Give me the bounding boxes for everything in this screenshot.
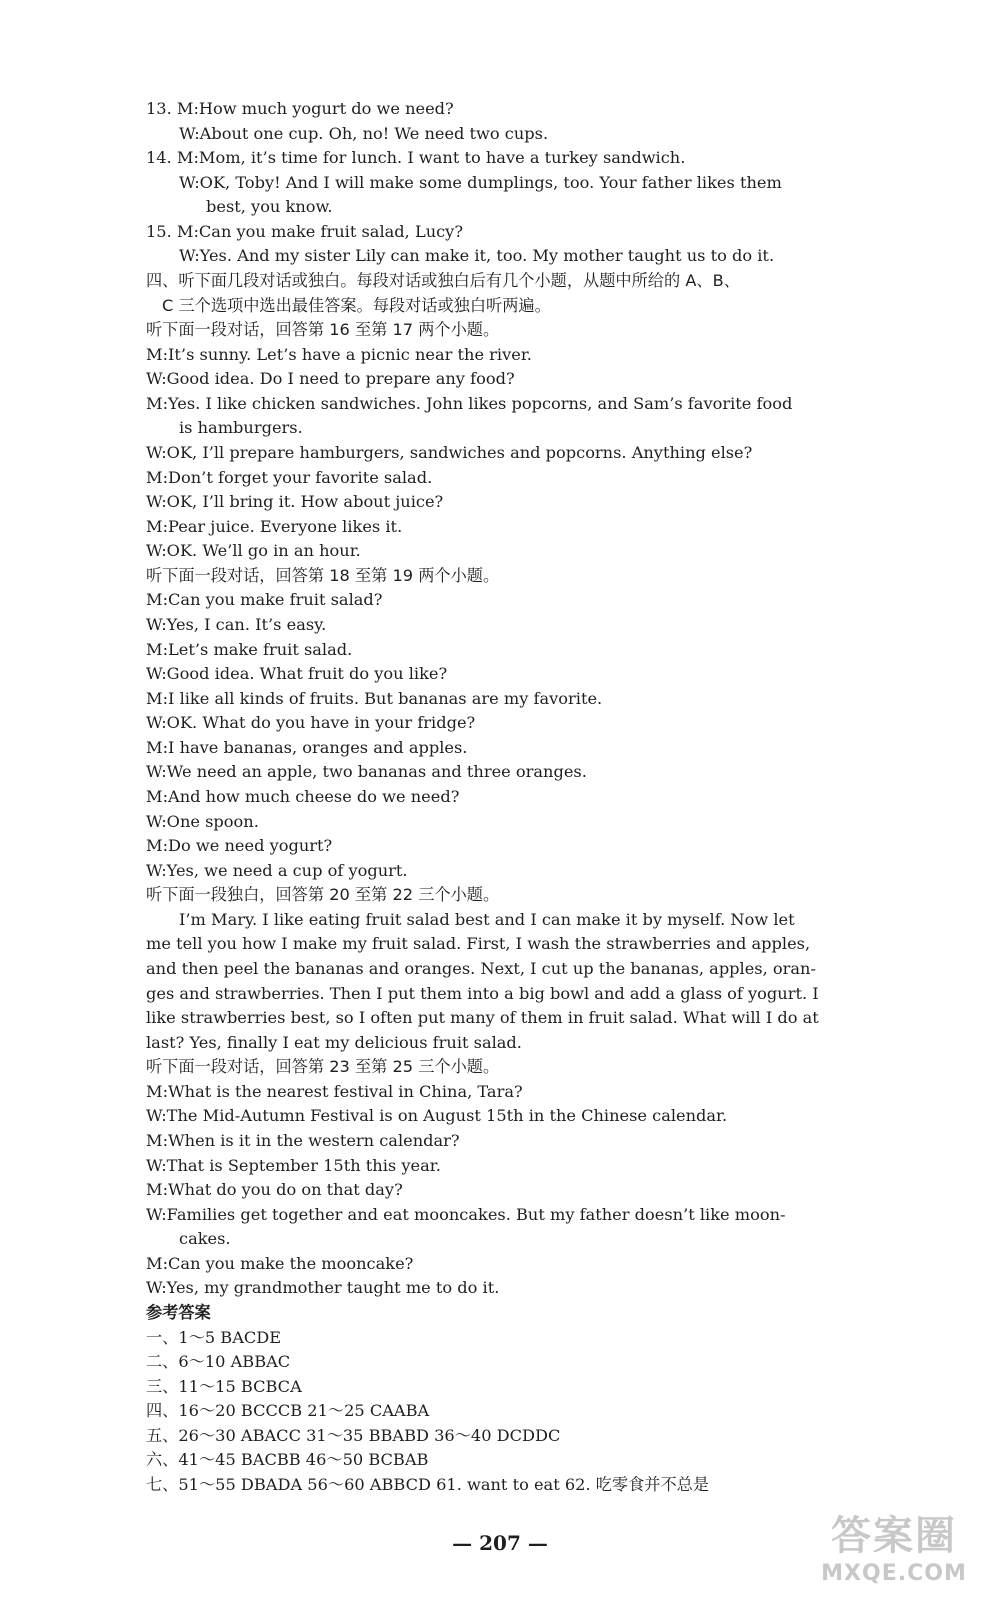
text-line: W:OK. We’ll go in an hour. — [146, 541, 361, 560]
text-line: and then peel the bananas and oranges. Next, I cut up the bananas, apples, oran- — [146, 959, 816, 978]
answer-line: 七、51～55 DBADA 56～60 ABBCD 61. want to eat 62. 吃零食并不总是 — [146, 1475, 710, 1494]
text-line: W:We need an apple, two bananas and three oranges. — [146, 762, 587, 781]
text-line: M:Can you make the mooncake? — [146, 1254, 414, 1273]
dialogue-heading: 听下面一段对话，回答第 23 至第 25 三个小题。 — [146, 1057, 500, 1076]
text-line: M:And how much cheese do we need? — [146, 787, 460, 806]
text-line: W:Yes. And my sister Lily can make it, too. My mother taught us to do it. — [179, 246, 775, 265]
answer-line: 二、6～10 ABBAC — [146, 1352, 291, 1371]
text-line: W:That is September 15th this year. — [146, 1156, 441, 1175]
text-line: W:About one cup. Oh, no! We need two cups. — [179, 124, 549, 143]
text-line: ges and strawberries. Then I put them into a big bowl and add a glass of yogurt. I — [146, 984, 819, 1003]
text-line: M:It’s sunny. Let’s have a picnic near the river. — [146, 345, 532, 364]
text-line: W:Families get together and eat mooncakes. But my father doesn’t like moon- — [146, 1205, 786, 1224]
text-line: W:Good idea. Do I need to prepare any food? — [146, 369, 515, 388]
text-line: W:OK, I’ll prepare hamburgers, sandwiches and popcorns. Anything else? — [146, 443, 753, 462]
watermark-logo — [814, 1510, 974, 1594]
answer-line: 五、26～30 ABACC 31～35 BBABD 36～40 DCDDC — [146, 1426, 561, 1445]
text-line: like strawberries best, so I often put many of them in fruit salad. What will I do at — [146, 1008, 819, 1027]
text-line: last? Yes, finally I eat my delicious fruit salad. — [146, 1033, 522, 1052]
answers-heading: 参考答案 — [146, 1303, 211, 1322]
text-line: is hamburgers. — [179, 418, 303, 437]
answer-line: 一、1～5 BACDE — [146, 1328, 282, 1347]
dialogue-heading: 听下面一段独白，回答第 20 至第 22 三个小题。 — [146, 885, 500, 904]
text-line: M:What is the nearest festival in China, Tara? — [146, 1082, 523, 1101]
text-line: M:Do we need yogurt? — [146, 836, 333, 855]
text-line: cakes. — [179, 1229, 231, 1248]
text-line: M:I have bananas, oranges and apples. — [146, 738, 468, 757]
text-line: M:What do you do on that day? — [146, 1180, 403, 1199]
section-heading: 四、听下面几段对话或独白。每段对话或独白后有几个小题，从题中所给的 A、B、 — [146, 271, 740, 290]
dialogue-heading: 听下面一段对话，回答第 16 至第 17 两个小题。 — [146, 320, 500, 339]
text-line: M:Let’s make fruit salad. — [146, 640, 353, 659]
text-line: M:Yes. I like chicken sandwiches. John likes popcorns, and Sam’s favorite food — [146, 394, 793, 413]
text-line: W:OK, Toby! And I will make some dumplings, too. Your father likes them — [179, 173, 782, 192]
text-line: W:Yes, I can. It’s easy. — [146, 615, 327, 634]
text-line: W:Good idea. What fruit do you like? — [146, 664, 448, 683]
text-line: W:Yes, we need a cup of yogurt. — [146, 861, 408, 880]
text-line: 14. M:Mom, it’s time for lunch. I want to have a turkey sandwich. — [146, 148, 686, 167]
text-line: W:Yes, my grandmother taught me to do it. — [146, 1278, 500, 1297]
text-line: W:OK. What do you have in your fridge? — [146, 713, 476, 732]
text-line: M:Can you make fruit salad? — [146, 590, 383, 609]
text-line: M:I like all kinds of fruits. But bananas are my favorite. — [146, 689, 603, 708]
answer-line: 三、11～15 BCBCA — [146, 1377, 302, 1396]
text-line: W:One spoon. — [146, 812, 259, 831]
watermark-site-text: MXQE.COM — [821, 1561, 967, 1586]
answer-line: 六、41～45 BACBB 46～50 BCBAB — [146, 1450, 429, 1469]
dialogue-heading: 听下面一段对话，回答第 18 至第 19 两个小题。 — [146, 566, 500, 585]
text-line: 15. M:Can you make fruit salad, Lucy? — [146, 222, 464, 241]
text-line: best, you know. — [206, 197, 333, 216]
section-heading: C 三个选项中选出最佳答案。每段对话或独白听两遍。 — [162, 296, 551, 315]
text-line: M:When is it in the western calendar? — [146, 1131, 460, 1150]
text-line: 13. M:How much yogurt do we need? — [146, 99, 454, 118]
text-line: W:The Mid-Autumn Festival is on August 15th in the Chinese calendar. — [146, 1106, 728, 1125]
text-line: W:OK, I’ll bring it. How about juice? — [146, 492, 444, 511]
watermark-logo-text: 答案圈 — [831, 1513, 957, 1559]
answer-line: 四、16～20 BCCCB 21～25 CAABA — [146, 1401, 430, 1420]
text-line: M:Don’t forget your favorite salad. — [146, 468, 433, 487]
page-number: — 207 — — [452, 1531, 548, 1555]
text-line: M:Pear juice. Everyone likes it. — [146, 517, 403, 536]
text-line: me tell you how I make my fruit salad. First, I wash the strawberries and apples, — [146, 934, 811, 953]
text-line: I’m Mary. I like eating fruit salad best and I can make it by myself. Now let — [179, 910, 795, 929]
